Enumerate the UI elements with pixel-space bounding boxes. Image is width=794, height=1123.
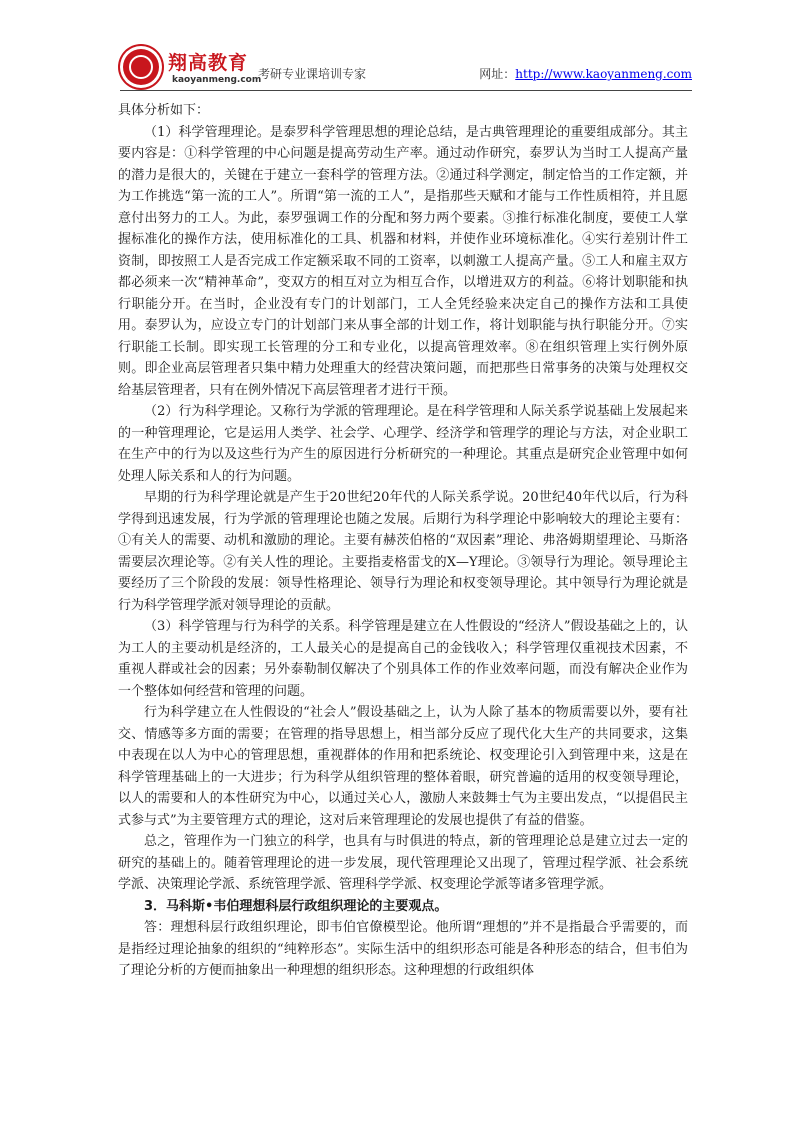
paragraph-social-man: 行为科学建立在人性假设的“社会人”假设基础之上，认为人除了基本的物质需要以外，要有社交、情感等多方面的需要；在管理的指导思想上，相当部分反应了现代化大生产的共同要求，这集中表现在以人为中心的管理思想，重视群体的作用和把系统论、权变理论引入到管理中来，这是在科学管理基础上的一大进步；行为科学从组织管理的整体着眼，研究普遍的适用的权变领导理论，以人的需要和人的本性研究为中心，以通过关心人，激励人来鼓舞士气为主要出发点，“以提倡民主式参与式”为主要管理方式的理论，这对后来管理理论的发展也提供了有益的借鉴。	[118, 705, 688, 828]
brand-domain: kaoyanmeng.com	[172, 75, 262, 85]
xianggao-seal-logo-icon	[120, 46, 162, 88]
website-link[interactable]: http://www.kaoyanmeng.com	[515, 67, 692, 81]
intro-line: 具体分析如下：	[118, 103, 210, 118]
header-tagline: 考研专业课培训专家	[258, 67, 367, 81]
header-divider	[120, 90, 692, 91]
paragraph-relationship: （3）科学管理与行为科学的关系。科学管理是建立在人性假设的“经济人”假设基础之上的，认为工人的主要动机是经济的，工人最关心的是提高自己的金钱收入；科学管理仅重视技术因素，不重视人群或社会的因素；另外泰勒制仅解决了个别具体工作的作业效率问题，而没有解决企业作为一个整体如何经营和管理的问题。	[118, 619, 688, 699]
paragraph-behavioral-history: 早期的行为科学理论就是产生于20世纪20年代的人际关系学说。20世纪40年代以后，行为科学得到迅速发展，行为学派的管理理论也随之发展。后期行为科学理论中影响较大的理论主要有：①有关人的需要、动机和激励的理论。主要有赫茨伯格的“双因素”理论、弗洛姆期望理论、马斯洛需要层次理论等。②有关人性的理论。主要指麦格雷戈的X—Y理论。③领导行为理论。领导理论主要经历了三个阶段的发展：领导性格理论、领导行为理论和权变领导理论。其中领导行为理论就是行为科学管理学派对领导理论的贡献。	[118, 490, 688, 613]
paragraph-summary: 总之，管理作为一门独立的科学，也具有与时俱进的特点，新的管理理论总是建立过去一定的研究的基础上的。随着管理理论的进一步发展，现代管理理论又出现了，管理过程学派、社会系统学派、决策理论学派、系统管理学派、管理科学学派、权变理论学派等诸多管理学派。	[118, 834, 688, 892]
website-label: 网址：	[479, 67, 516, 81]
paragraph-behavioral-science: （2）行为科学理论。又称行为学派的管理理论。是在科学管理和人际关系学说基础上发展起来的一种管理理论，它是运用人类学、社会学、心理学、经济学和管理学的理论与方法，对企业职工在生产中的行为以及这些行为产生的原因进行分析研究的一种理论。其重点是研究企业管理中如何处理人际关系和人的行为问题。	[118, 404, 688, 484]
brand-name: 翔高教育	[168, 52, 249, 74]
paragraph-weber-answer: 答：理想科层行政组织理论，即韦伯官僚模型论。他所谓“理想的”并不是指最合乎需要的，而是指经过理论抽象的组织的“纯粹形态”。实际生活中的组织形态可能是各种形态的结合，但韦伯为了理论分析的方便而抽象出一种理想的组织形态。这种理想的行政组织体	[118, 920, 688, 978]
logo-inner-ring	[129, 55, 153, 79]
document-body	[118, 100, 688, 982]
section-heading-weber: 3．马科斯•韦伯理想科层行政组织理论的主要观点。	[144, 898, 448, 914]
page-header	[120, 40, 692, 96]
paragraph-scientific-management: （1）科学管理理论。是泰罗科学管理思想的理论总结，是古典管理理论的重要组成部分。其主要内容是：①科学管理的中心问题是提高劳动生产率。通过动作研究，泰罗认为当时工人提高产量的潜力是很大的，关键在于建立一套科学的管理方法。②通过科学测定，制定恰当的工作定额，并为工作挑选“第一流的工人”。所谓“第一流的工人”，是指那些天赋和才能与工作性质相符，并且愿意付出努力的工人。为此，泰罗强调工作的分配和努力两个要素。③推行标准化制度，要使工人掌握标准化的操作方法，使用标准化的工具、机器和材料，并使作业环境标准化。④实行差别计件工资制，即按照工人是否完成工作定额采取不同的工资率，以刺激工人提高产量。⑤工人和雇主双方都必须来一次“精神革命”，变双方的相互对立为相互合作，以增进双方的利益。⑥将计划职能和执行职能分开。在当时，企业没有专门的计划部门，工人全凭经验来决定自己的操作方法和工具使用。泰罗认为，应设立专门的计划部门来从事全部的计划工作，将计划职能与执行职能分开。⑦实行职能工长制。即实现工长管理的分工和专业化，以提高管理效率。⑧在组织管理上实行例外原则。即企业高层管理者只集中精力处理重大的经营决策问题，而把那些日常事务的决策与处理权交给基层管理者，只有在例外情况下高层管理者才进行干预。	[118, 124, 688, 398]
header-website	[479, 65, 692, 82]
